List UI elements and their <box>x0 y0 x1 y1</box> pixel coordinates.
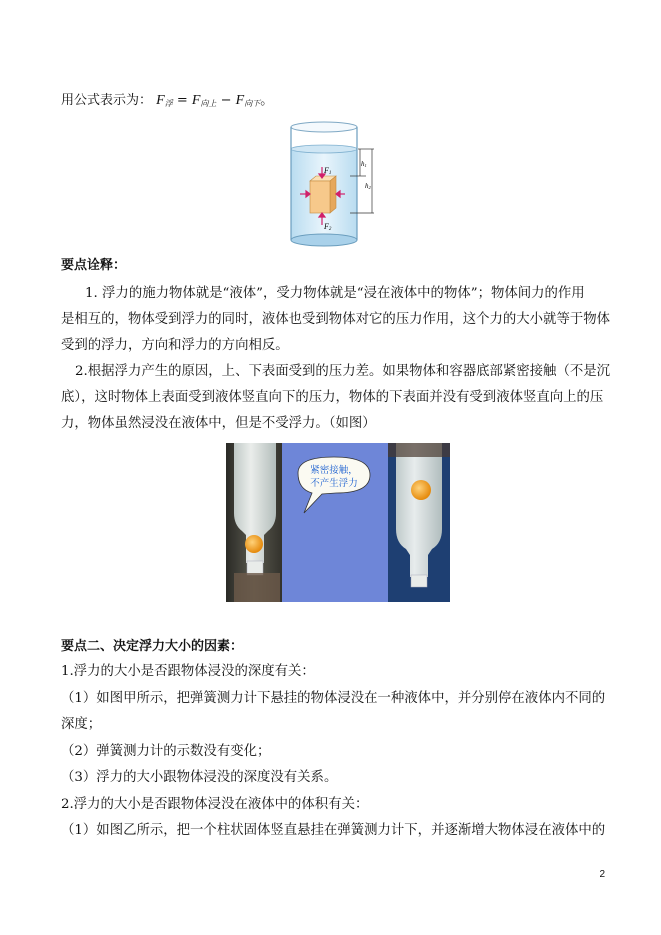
page-number: 2 <box>599 869 605 880</box>
key-points-p1-line1: 1. 浮力的施力物体就是“液体”，受力物体就是“浸在液体中的物体”；物体间力的作用 <box>85 286 585 301</box>
label-f1: F1 <box>324 166 332 176</box>
formula-f-up: F向上 <box>191 93 217 108</box>
beaker-bottom <box>291 234 357 246</box>
cube-front <box>310 181 330 213</box>
formula-line <box>61 89 273 109</box>
bubble-line1: 紧密接触， <box>310 465 358 476</box>
bottle-experiment-photo <box>226 443 450 602</box>
key-points-p1-line3: 受到的浮力，方向和浮力的方向相反。 <box>61 338 289 353</box>
cube-side <box>330 176 336 213</box>
key-points-p1-line2: 是相互的，物体受到浮力的同时，液体也受到物体对它的压力作用，这个力的大小就等于物体 <box>61 312 611 327</box>
label-f2: F2 <box>324 222 332 232</box>
formula-eq: = <box>172 93 192 108</box>
section2-line3: 深度； <box>61 717 102 732</box>
key-points-p2-line2: 底），这时物体上表面受到液体竖直向下的压力，物体的下表面并没有受到液体竖直向上的压 <box>61 390 604 405</box>
buoyancy-cube-diagram <box>288 121 376 249</box>
formula-prefix: 用公式表示为： <box>61 93 153 108</box>
formula-minus: − <box>216 93 236 108</box>
section2-line4: （2）弹簧测力计的示数没有变化； <box>61 744 271 759</box>
right-ball <box>411 480 431 500</box>
label-h1: h1 <box>361 160 367 168</box>
left-hand <box>234 573 280 602</box>
section2-line1: 1.浮力的大小是否跟物体浸没的深度有关： <box>61 664 315 679</box>
key-points-p2-line1: 2.根据浮力产生的原因，上、下表面受到的压力差。如果物体和容器底部紧密接触（不是沉 <box>75 364 611 379</box>
right-bottle-cap <box>411 575 427 587</box>
formula-f-down: F向下 <box>235 93 261 108</box>
water-surface <box>291 145 357 153</box>
label-h2: h2 <box>365 182 371 190</box>
section2-line6: 2.浮力的大小是否跟物体浸没在液体中的体积有关： <box>61 797 369 812</box>
left-ball <box>245 535 263 553</box>
key-points-p2-line3: 力，物体虽然浸没在液体中，但是不受浮力。（如图） <box>61 416 376 431</box>
beaker-rim <box>291 122 357 132</box>
section2-line5: （3）浮力的大小跟物体浸没的深度没有关系。 <box>61 770 338 785</box>
section2-line2: （1）如图甲所示，把弹簧测力计下悬挂的物体浸没在一种液体中，并分别停在液体内不同的 <box>61 691 606 706</box>
formula-f-float: F浮 <box>156 93 173 108</box>
bubble-line2: 不产生浮力 <box>310 478 358 489</box>
key-points-title: 要点诠释： <box>61 258 127 273</box>
section2-line7: （1）如图乙所示，把一个柱状固体竖直悬挂在弹簧测力计下，并逐渐增大物体浸在液体中的 <box>61 823 606 838</box>
right-hand <box>388 443 450 457</box>
left-bottle-cap <box>247 561 263 575</box>
section2-title: 要点二、决定浮力大小的因素： <box>61 639 244 654</box>
formula-suffix: 。 <box>260 93 274 108</box>
